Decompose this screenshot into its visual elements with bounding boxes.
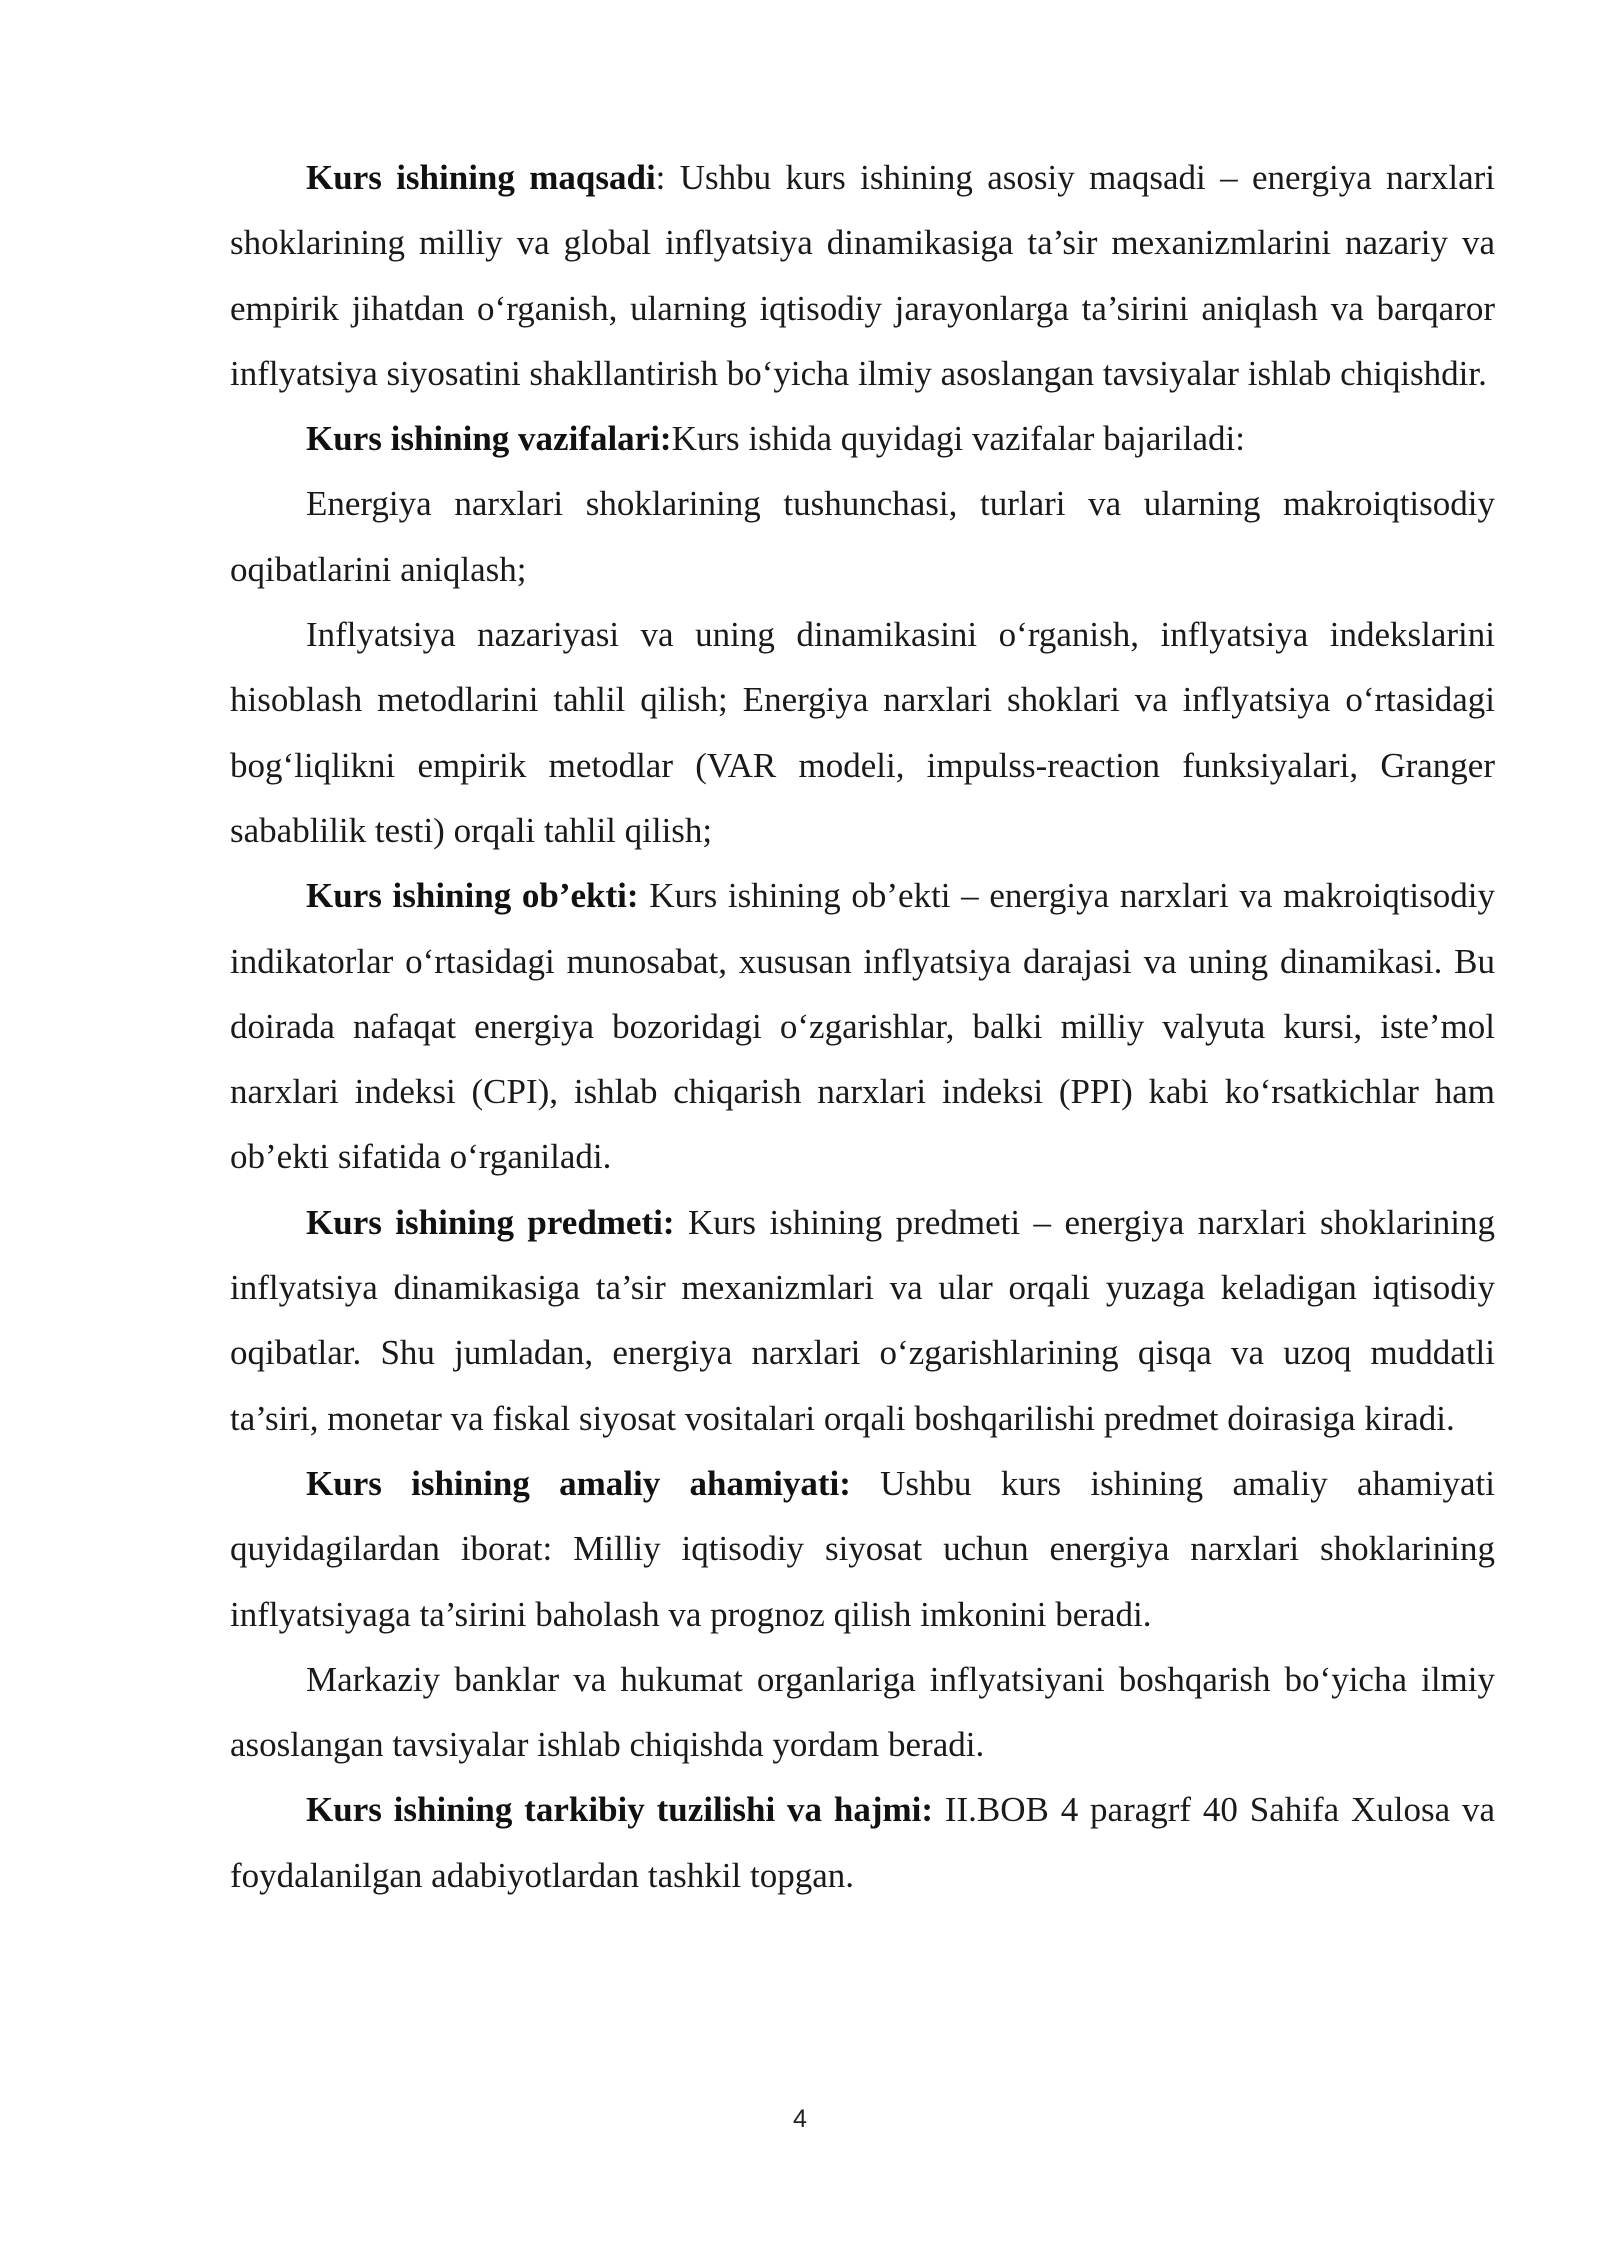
paragraph-goal (230, 145, 1495, 406)
paragraph-text: Markaziy banklar va hukumat organlariga inflyatsiyani boshqarish bo‘yicha ilmiy asoslangan tavsiyalar ishlab chiqishda yordam beradi. (230, 1659, 1495, 1765)
page-number: 4 (793, 2105, 807, 2133)
paragraph-task-1 (230, 471, 1495, 602)
paragraph-text: Ushbu kurs ishining amaliy ahamiyati quyidagilardan iborat: Milliy iqtisodiy siyosat uchun energiya narxlari shoklarining inflyatsiyaga ta’sirini baholash va prognoz qilish imkonini beradi. (230, 1463, 1495, 1634)
paragraph-heading: Kurs ishining tarkibiy tuzilishi va hajmi: (306, 1790, 934, 1830)
paragraph-text: Kurs ishining ob’ekti – energiya narxlari va makroiqtisodiy indikatorlar o‘rtasidagi munosabat, xususan inflyatsiya darajasi va uning dinamikasi. Bu doirada nafaqat energiya bozoridagi o‘zgarishlar, balki milliy valyuta kursi, iste’mol narxlari indeksi (CPI), ishlab chiqarish narxlari indeksi (PPI) kabi ko‘rsatkichlar ham ob’ekti sifatida o‘rganiladi. (230, 876, 1495, 1177)
paragraph-heading: Kurs ishining predmeti: (306, 1202, 675, 1242)
paragraph-heading: Kurs ishining maqsadi (306, 158, 656, 197)
paragraph-central-banks (230, 1647, 1495, 1778)
paragraph-text: Kurs ishida quyidagi vazifalar bajariladi: (671, 419, 1246, 459)
paragraph-structure (230, 1777, 1495, 1908)
paragraph-text: Kurs ishining predmeti – energiya narxlari shoklarining inflyatsiya dinamikasiga ta’sir mexanizmlari va ular orqali yuzaga keladigan iqtisodiy oqibatlar. Shu jumladan, energiya narxlari o‘zgarishlarining qisqa va uzoq muddatli ta’siri, monetar va fiskal siyosat vositalari orqali boshqarilishi predmet doirasiga kiradi. (230, 1202, 1495, 1438)
paragraph-text: Energiya narxlari shoklarining tushunchasi, turlari va ularning makroiqtisodiy oqibatlarini aniqlash; (230, 484, 1495, 589)
paragraph-text: II.BOB 4 paragrf 40 Sahifa Xulosa va foydalanilgan adabiyotlardan tashkil topgan. (230, 1790, 1495, 1895)
paragraph-text: : Ushbu kurs ishining asosiy maqsadi – energiya narxlari shoklarining milliy va global inflyatsiya dinamikasiga ta’sir mexanizmlarini nazariy va empirik jihatdan o‘rganish, ularning iqtisodiy jarayonlarga ta’sirini aniqlash va barqaror inflyatsiya siyosatini shakllantirish bo‘yicha ilmiy asoslangan tavsiyalar ishlab chiqishdir. (230, 158, 1495, 393)
paragraph-heading: Kurs ishining ob’ekti: (306, 876, 639, 916)
paragraph-heading: Kurs ishining amaliy ahamiyati: (306, 1463, 851, 1503)
paragraph-subject (230, 1190, 1495, 1451)
paragraph-heading: Kurs ishining vazifalari: (306, 419, 672, 459)
paragraph-task-2 (230, 602, 1495, 863)
paragraph-object (230, 863, 1495, 1189)
page-body (230, 145, 1495, 1908)
paragraph-text: Inflyatsiya nazariyasi va uning dinamikasini o‘rganish, inflyatsiya indekslarini hisoblash metodlarini tahlil qilish; Energiya narxlari shoklari va inflyatsiya o‘rtasidagi bog‘liqlikni empirik metodlar (VAR modeli, impulss-reaction funksiyalari, Granger sabablilik testi) orqali tahlil qilish; (230, 615, 1495, 850)
paragraph-tasks (230, 406, 1495, 471)
paragraph-practical-importance (230, 1451, 1495, 1647)
